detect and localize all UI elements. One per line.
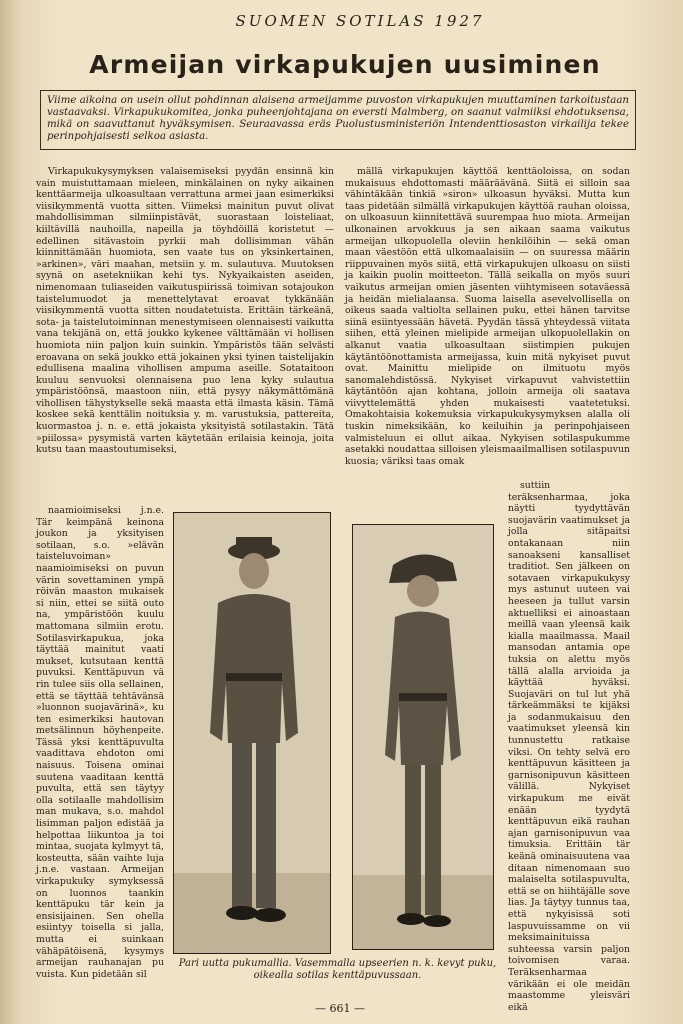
soldier-field-uniform-photo: [352, 524, 494, 950]
article-title: Armeijan virkapukujen uusiminen: [89, 50, 601, 79]
magazine-header: SUOMEN SOTILAS 1927: [235, 12, 485, 30]
lead-box: Viime aikoina on usein ollut pohdinnan alaisena armeijamme puvoston virkapukujen muuttaminen tarkoitustaan vastaavaksi. Virkapukukomitea, jonka puheenjohtajana on eversti Malmberg, on saanut valmiiksi ehdotuksensa, mikä on saavuttanut hyväksymisen. Seuraavassa eräs Puolustusministeriön Intendenttiosaston virkailija tekee perinpohjaisesti selkoa asiasta.: [40, 90, 636, 150]
right-column-narrow: [508, 480, 630, 1013]
right-column-top: [345, 166, 630, 478]
left-column-top: [36, 166, 334, 504]
page-number: — 661 —: [315, 1002, 365, 1015]
body-paragraph: suttiin teräksenharmaa, joka näytti tyydyttävän suojavärin vaatimukset ja jolla sitäpaitsi ontakanaan niin sanoakseni kansalliset traditiot. Sen jälkeen on sotavaen virkapukukysy mys astunut uuteen vai heeseen ja tullut varsin aktuelliksi ei ainoastaan meillä vaan yleensä kaik kialla maailmassa. Maail mansodan antamia ope tuksia on alettu myös tällä alalla arvioida ja käyttää hyväksi. Suojaväri on tul lut yhä tärkeämmäksi te kijäksi ja sodanmukaisuu den vaatimukset yleensä kin tunnustettu ratkaise viksi. On tehty selvä ero kenttäpuvun käsitteen ja garnisonipuvun käsitteen välillä. Nykyiset virkapukum me eivät enään tyydytä kenttäpuvun eikä rauhan ajan garnisonipuvun vaa timuksia. Erittäin tär keänä ominaisuutena vaa ditaan nimenomaan suo malaiselta sotilaspuvulta, että se on hiihtäjälle sove lias. Ja täytyy tunnus taa, että nykyisissä soti laspuvuissamme on vii meksimainituissa suhteessa varsin paljon toivomisen varaa. Teräksenharmaa värikään ei ole meidän maastomme yleisväri eikä: [508, 480, 630, 1013]
left-column-narrow: [36, 505, 164, 995]
officer-figure-illustration: [174, 513, 330, 953]
officer-uniform-photo: [173, 512, 331, 954]
photo-caption: Pari uutta pukumallia. Vasemmalla upseerien n. k. kevyt puku, oikealla sotilas kenttäpuvussaan.: [178, 958, 497, 981]
body-paragraph: mällä virkapukujen käyttöä kenttäoloissa, on sodan mukaisuus ehdottomasti määräävänä. Siitä ei silloin saa vähintäkään tinkiä »siron» ulkoasun hyväksi. Mutta kun taas pidetään silmällä virkapukujen käyttöä rauhan oloissa, on ulkoasuun kiinnitettävä suurempaa huo miota. Armeijan ulkonainen arvokkuus ja sen aikaan saama vaikutus armeijan ulkopuolella oleviin henkilöihin — sekä oman maan väestöön että ulkomaalaisiin — on suuressa määrin riippuvainen myös siitä, että virkapukujen ulkoasu on siisti ja kaikin puolin moitteeton. Tällä seikalla on myös suuri vaikutus armeijan omien jäsenten viihtymiseen sotaväessä ja heidän mielialaansa. Suoma laisella asevelvollisella on oikeus saada valtiolta sellainen puku, ettei hänen tarvitse siinä esiintyessään hävetä. Pyydän tässä yhteydessä viitata siihen, että yleinen mielipide armeijan ulkopuolellakin on alkanut vaatia ulkoasultaan siistimpien pukujen käytäntöönottamista armeijassa, kuin mitä nykyiset puvut ovat. Mainittu mielipide on ilmituotu myös sanomalehdistössä. Nykyiset virkapuvut vahvistettiin käytäntöön ajan kohtana, jolloin armeija oli saatava viivyttelemättä yhden mukaisesti vaatetetuksi. Omakohtaisia kokemuksia virkapukukysymyksen alalla oli tuskin nimeksikään, ko keiluihin ja perinpohjaiseen valmisteluun ei ollut aikaa. Nykyisen sotilaspukumme asetakki noudattaa silloisen yleismaailmallisen sotilaspuvun kuosia; väriksi taas omak: [345, 166, 630, 467]
body-paragraph: Virkapukukysymyksen valaisemiseksi pyydän ensinnä kin vain muistuttamaan mieleen, minkälainen on nyky aikainen kenttäarmeija ulkoasultaan verrattuna armei jaan esimerkiksi viisikymmentä vuotta sitten. Viimeksi mainitun puvut olivat mahdollisimman silmiinpistävät, suorastaan loisteliaat, kiiltävillä nauhoilla, napeilla ja töyhdöillä koristetut — edellinen sitävastoin pyrkii mah dollisimman vähän kiinnittämään huomiota, sen vaate tus on yksinkertainen, »arkinen», väri maahan, metsiin y. m. sulautuva. Muutoksen syynä on asetekniikan kehi tys. Nykyaikaisten aseiden, nimenomaan tuliaseiden vaikutuspiirissä toimivan sotajoukon taistelumuodot ja menettelytavat eroavat tykkänään viisikymmentä vuotta sitten noudatetuista. Erittäin tärkeänä, sota- ja taistelutoiminnan menestymiseen olennaisesti vaikutta vana tekijänä on, että joukko kykenee välttämään vi hollisen huomiota niin paljon kuin suinkin. Ympäristös tään selvästi eroavana on sekä joukko että jokainen yksi tyinen taistelijakin edullisena maalina vihollisen ampuma aseille. Sotataitoon kuuluu senvuoksi olennaisena puo lena kyky sulautua ympäristöönsä, maastoon niin, että pysyy näkymättömänä vihollisen tähystykselle sekä maasta että ilmasta käsin. Tämä koskee sekä kenttälin noituksia y. m. varustuksia, pattereita, kuormastoa j. n. e. että jokaista yksityistä sotilastakin. Tätä »piilossa» pysymistä varten käytetään erilaisia keinoja, joita kutsu taan maastoutumiseksi,: [36, 166, 334, 456]
soldier-figure-illustration: [353, 525, 493, 949]
body-paragraph: naamioimiseksi j.n.e. Tär keimpänä keinona joukon ja yksityisen sotilaan, s.o. »elävän taisteluvoiman» naamioimiseksi on puvun värin sovettaminen ympä röivän maaston mukaisek si niin, ettei se siitä outo na, ympäristöön kuulu mattomana silmiin erotu. Sotilasvirkapukua, joka täyttää mainitut vaati mukset, kutsutaan kenttä puvuksi. Kenttäpuvun vä rin tulee siis olla sellainen, että se täyttää tehtävänsä »luonnon suojavärinä», ku ten esimerkiksi hautovan metsälinnun höyhenpeite. Tässä yksi kenttäpuvulta vaadittava ehdoton omi naisuus. Toisena ominai suutena vaaditaan kenttä puvulta, että sen täytyy olla sotilaalle mahdollisim man mukava, s.o. mahdol lisimman paljon edistää ja helpottaa liikuntoa ja toi mintaa, suojata kylmyyt tä, kosteutta, sään vaihte luja j.n.e. vastaan. Armeijan virkapukuky symyksessä on luonnos taankin kenttäpuku tär kein ja ensisijainen. Sen ohella esiintyy toisella si jalla, mutta ei suinkaan vähäpätöisenä, kysymys armeijan rauhanajan pu vuista. Kun pidetään sil: [36, 505, 164, 980]
